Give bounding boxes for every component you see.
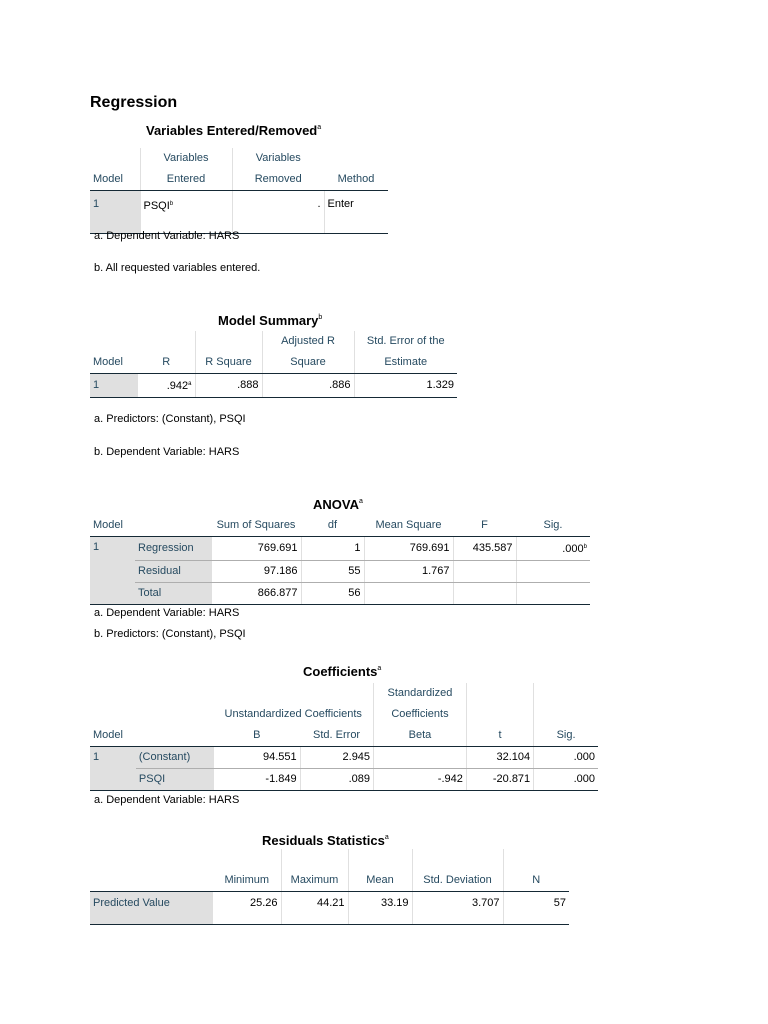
- table-row: [90, 583, 590, 605]
- col-header: Model: [90, 515, 135, 537]
- table-cell: [516, 583, 590, 605]
- table-row: [90, 747, 598, 769]
- table-cell: PSQI$^b$: [140, 191, 232, 234]
- row-label: Residual: [135, 561, 211, 583]
- table-row: [90, 892, 569, 925]
- table-cell: 1.329: [354, 374, 457, 398]
- table-cell: -20.871: [466, 769, 533, 791]
- variables-entered-title: Variables Entered/Removed$^a$: [146, 123, 322, 138]
- table-cell: 1: [301, 537, 364, 561]
- table-cell: -.942: [374, 769, 467, 791]
- table-row: [90, 769, 598, 791]
- coefficients-title: Coefficients$^a$: [303, 664, 382, 679]
- col-header: Coefficients: [374, 704, 467, 725]
- col-header: Variables: [232, 148, 324, 169]
- anova-table: [90, 515, 590, 605]
- col-header: Beta: [374, 725, 467, 747]
- residuals-table: [90, 849, 569, 925]
- table-cell: 57: [503, 892, 569, 925]
- footnote: a. Dependent Variable: HARS: [94, 794, 240, 806]
- col-header: R: [138, 352, 195, 374]
- table-cell: 97.186: [211, 561, 301, 583]
- row-label: Predicted Value: [90, 892, 213, 925]
- col-header: R Square: [195, 352, 262, 374]
- col-header: Maximum: [281, 870, 348, 892]
- row-label: Total: [135, 583, 211, 605]
- col-header: Model: [90, 725, 136, 747]
- col-header: df: [301, 515, 364, 537]
- table-cell: .942$^a$: [138, 374, 195, 398]
- table-cell: [364, 583, 453, 605]
- col-header: Estimate: [354, 352, 457, 374]
- table-cell: .: [232, 191, 324, 234]
- col-header: Std. Deviation: [412, 870, 503, 892]
- row-label: 1: [90, 374, 138, 398]
- col-header: Unstandardized Coefficients: [224, 708, 362, 720]
- row-label: PSQI: [136, 769, 214, 791]
- table-cell: 866.877: [211, 583, 301, 605]
- col-header: Method: [324, 169, 388, 191]
- table-cell: 56: [301, 583, 364, 605]
- col-header: Sig.: [534, 725, 598, 747]
- table-cell: .886: [262, 374, 354, 398]
- table-cell: .000$^b$: [516, 537, 590, 561]
- table-cell: 769.691: [364, 537, 453, 561]
- col-header: Mean: [348, 870, 412, 892]
- table-cell: [374, 747, 467, 769]
- table-row: [90, 374, 457, 398]
- table-cell: .000: [534, 747, 598, 769]
- table-cell: 1.767: [364, 561, 453, 583]
- table-cell: 55: [301, 561, 364, 583]
- table-cell: [453, 561, 516, 583]
- table-cell: 33.19: [348, 892, 412, 925]
- row-label: 1: [90, 537, 135, 605]
- table-cell: 769.691: [211, 537, 301, 561]
- anova-title: ANOVA$^a$: [313, 497, 363, 512]
- row-label: (Constant): [136, 747, 214, 769]
- col-header: F: [453, 515, 516, 537]
- col-header: Minimum: [213, 870, 281, 892]
- table-cell: 94.551: [213, 747, 300, 769]
- coefficients-table: [90, 683, 598, 791]
- col-header: Removed: [232, 169, 324, 191]
- table-cell: .000: [534, 769, 598, 791]
- footnote: a. Predictors: (Constant), PSQI: [94, 413, 246, 425]
- table-cell: [453, 583, 516, 605]
- table-cell: 32.104: [466, 747, 533, 769]
- col-header: Std. Error of the: [354, 331, 457, 352]
- footnote: b. Predictors: (Constant), PSQI: [94, 628, 246, 640]
- row-label: 1: [90, 747, 136, 791]
- col-header: Adjusted R: [262, 331, 354, 352]
- col-header: Model: [90, 352, 138, 374]
- model-summary-table: [90, 331, 457, 398]
- col-header: Standardized: [374, 683, 467, 704]
- footnote: a. Dependent Variable: HARS: [94, 230, 240, 242]
- row-label: Regression: [135, 537, 211, 561]
- col-header: Entered: [140, 169, 232, 191]
- footnote: b. All requested variables entered.: [94, 262, 261, 274]
- col-header: Std. Error: [300, 725, 373, 747]
- col-header: N: [503, 870, 569, 892]
- col-header: t: [466, 725, 533, 747]
- table-cell: .888: [195, 374, 262, 398]
- col-header: Model: [90, 169, 140, 191]
- residuals-title: Residuals Statistics$^a$: [262, 833, 389, 848]
- table-cell: -1.849: [213, 769, 300, 791]
- footnote: b. Dependent Variable: HARS: [94, 446, 240, 458]
- row-label: 1: [90, 191, 140, 234]
- model-summary-title: Model Summary$^b$: [218, 313, 323, 328]
- page-title: Regression: [90, 94, 178, 111]
- footnote: a. Dependent Variable: HARS: [94, 607, 240, 619]
- col-header: Sum of Squares: [211, 515, 301, 537]
- table-cell: .089: [300, 769, 373, 791]
- col-header: Variables: [140, 148, 232, 169]
- table-cell: 44.21: [281, 892, 348, 925]
- table-cell: 3.707: [412, 892, 503, 925]
- table-row: [90, 561, 590, 583]
- table-cell: 2.945: [300, 747, 373, 769]
- table-row: [90, 191, 388, 234]
- table-cell: Enter: [324, 191, 388, 234]
- col-header: Mean Square: [364, 515, 453, 537]
- table-row: [90, 537, 590, 561]
- col-header: B: [213, 725, 300, 747]
- table-cell: [516, 561, 590, 583]
- table-cell: 435.587: [453, 537, 516, 561]
- col-header: Square: [262, 352, 354, 374]
- table-cell: 25.26: [213, 892, 281, 925]
- variables-entered-table: [90, 148, 388, 234]
- col-header: Sig.: [516, 515, 590, 537]
